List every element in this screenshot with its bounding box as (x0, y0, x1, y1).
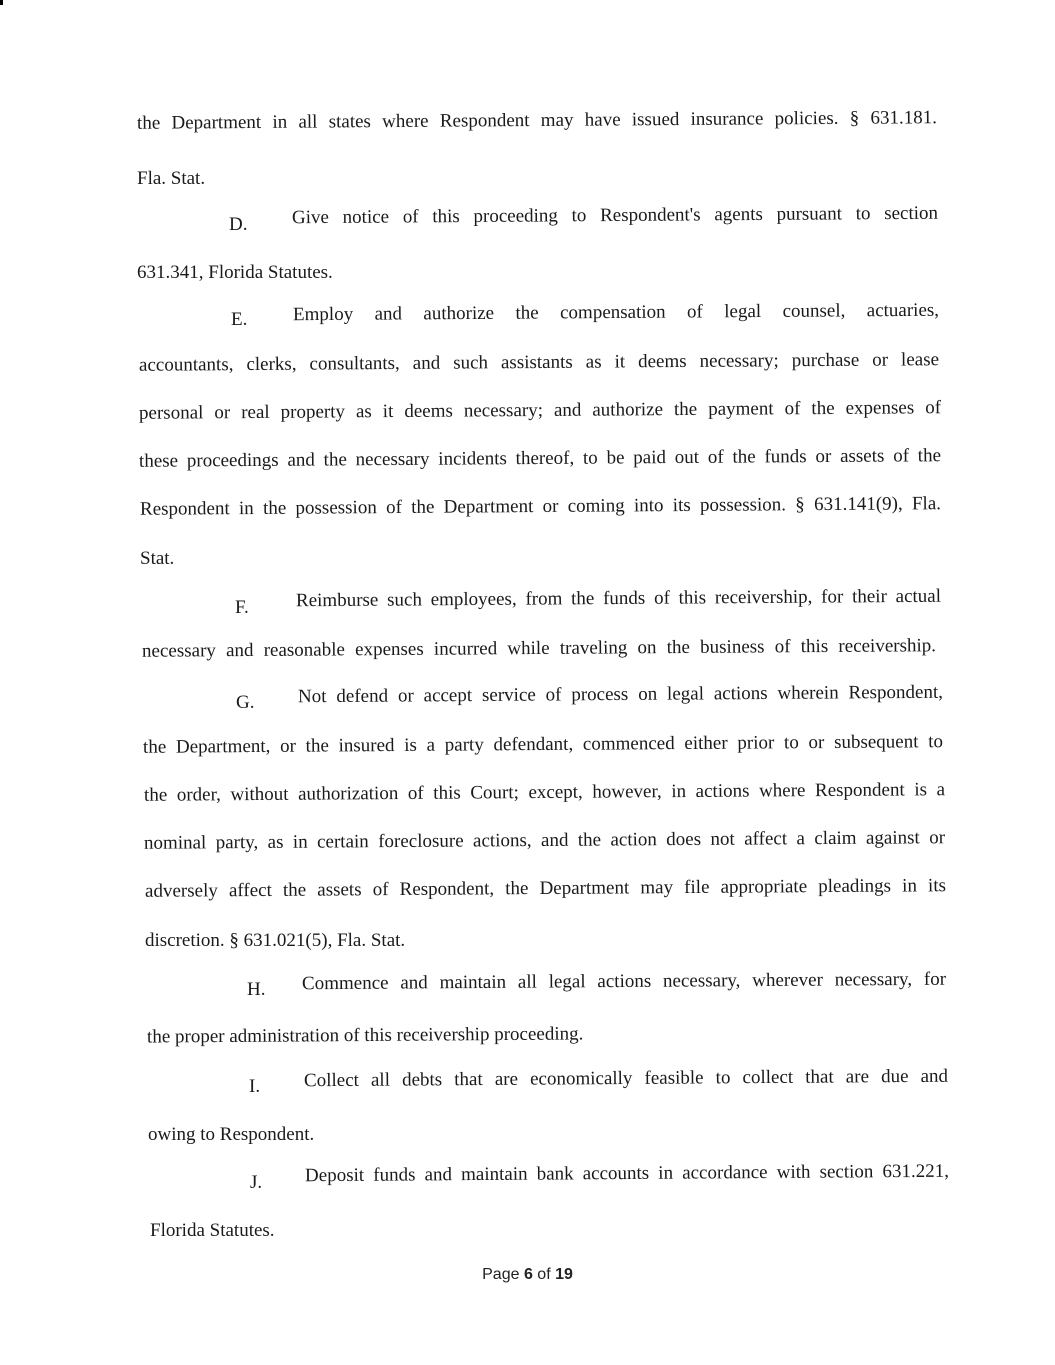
item-letter-f: F. (235, 597, 249, 618)
page-of-label: of (532, 1266, 556, 1283)
item-d-text: Give notice of this proceeding to Respondent's agents pursuant to section (291, 202, 939, 229)
item-h-text: Commence and maintain all legal actions necessary, wherever necessary, for (301, 968, 947, 995)
item-j-text: Deposit funds and maintain bank accounts in accordance with section 631.221, (304, 1160, 950, 1187)
text-line: nominal party, as in certain foreclosure actions, and the action does not affect a claim against or (143, 827, 946, 854)
item-letter-e: E. (231, 309, 248, 330)
item-letter-g: G. (236, 692, 255, 713)
text-line: the Department in all states where Respondent may have issued insurance policies. § 631.181. (136, 107, 938, 134)
text-line: these proceedings and the necessary incidents thereof, to be paid out of the funds or assets of the (138, 445, 942, 472)
text-line: adversely affect the assets of Respondent, the Department may file appropriate pleadings in its (144, 875, 947, 902)
item-letter-j: J. (250, 1172, 263, 1193)
text-line: owing to Respondent. (148, 1124, 315, 1145)
text-line: 631.341, Florida Statutes. (137, 262, 333, 283)
text-line: accountants, clerks, consultants, and such assistants as it deems necessary; purchase or lease (138, 349, 940, 376)
item-g-text: Not defend or accept service of process on legal actions wherein Respondent, (297, 681, 944, 708)
item-letter-d: D. (229, 214, 248, 235)
text-line: the proper administration of this receivership proceeding. (146, 1023, 584, 1048)
text-line: personal or real property as it deems necessary; and authorize the payment of the expenses of (138, 397, 942, 424)
text-line: Florida Statutes. (150, 1220, 275, 1241)
item-e-text: Employ and authorize the compensation of legal counsel, actuaries, (292, 299, 940, 326)
page-label: Page (482, 1266, 524, 1283)
text-line: Stat. (140, 548, 175, 569)
text-line: the order, without authorization of this Court; except, however, in actions where Respondent is a (143, 779, 946, 806)
text-line: discretion. § 631.021(5), Fla. Stat. (145, 930, 406, 951)
text-line: necessary and reasonable expenses incurred while traveling on the business of this receivership. (141, 635, 937, 662)
item-letter-h: H. (247, 979, 266, 1000)
item-letter-i: I. (249, 1076, 261, 1097)
page-number-footer (0, 1265, 1055, 1285)
page-total: 19 (555, 1266, 573, 1283)
item-i-text: Collect all debts that are economically feasible to collect that are due and (303, 1065, 949, 1092)
text-line: Fla. Stat. (137, 168, 206, 189)
text-line: Respondent in the possession of the Department or coming into its possession. § 631.141(9), Fla. (139, 493, 942, 520)
page-current: 6 (523, 1266, 533, 1283)
item-f-text: Reimburse such employees, from the funds of this receivership, for their actual (295, 585, 942, 612)
text-line: the Department, or the insured is a party defendant, commenced either prior to or subsequent to (142, 731, 944, 758)
